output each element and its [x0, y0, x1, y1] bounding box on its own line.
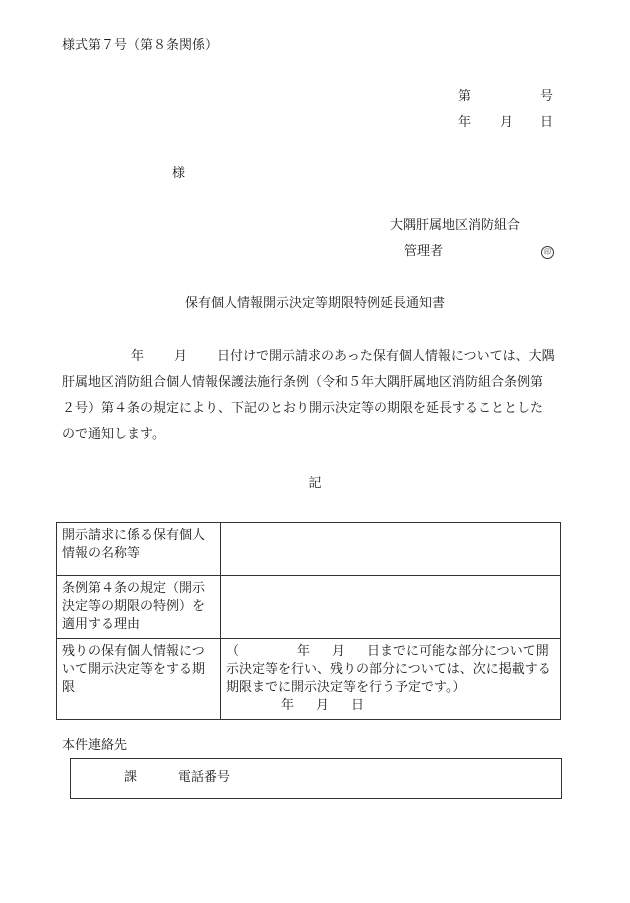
row-value-deadline — [221, 639, 561, 720]
table-row — [57, 523, 561, 576]
row-value-info-name — [221, 523, 561, 576]
row-label-info-name: 開示請求に係る保有個人情報の名称等 — [57, 523, 221, 576]
addressee-suffix: 様 — [172, 166, 186, 181]
deadline-date: 年 月 日 — [281, 698, 365, 713]
sender-organization: 大隅肝属地区消防組合 — [390, 218, 521, 233]
body-year: 年 — [131, 349, 145, 364]
date-year: 年 — [458, 115, 472, 130]
table-row — [57, 576, 561, 639]
contact-phone: 電話番号 — [178, 770, 231, 785]
body-month: 月 — [174, 349, 188, 364]
document-number-prefix: 第 — [458, 89, 472, 104]
row-label-reason: 条例第４条の規定（開示決定等の期限の特例）を適用する理由 — [57, 576, 221, 639]
contact-section: 課 — [124, 770, 138, 785]
notice-line-1 — [62, 344, 562, 370]
document-number-suffix: 号 — [540, 89, 554, 104]
notice-line-2: 肝属地区消防組合個人情報保護法施行条例（令和５年大隅肝属地区消防組合条例第 — [62, 375, 544, 390]
date-month: 月 — [500, 115, 514, 130]
sender-title: 管理者 — [404, 244, 444, 259]
notice-line-4: ので通知します。 — [62, 427, 165, 442]
body-line1-text: 日付けで開示請求のあった保有個人情報については、大隅 — [217, 349, 555, 364]
document-title: 保有個人情報開示決定等期限特例延長通知書 — [184, 296, 445, 311]
request-details-table — [56, 522, 561, 720]
ki-heading: 記 — [308, 476, 322, 491]
row-value-reason — [221, 576, 561, 639]
notice-body — [62, 344, 562, 448]
contact-label: 本件連絡先 — [62, 738, 128, 753]
date-day: 日 — [540, 115, 554, 130]
notice-line-3: ２号）第４条の規定により、下記のとおり開示決定等の期限を延長することとした — [62, 401, 544, 416]
seal-mark: 印 — [541, 246, 554, 259]
deadline-note: （ 年 月 日までに可能な部分について開示決定等を行い、残りの部分については、次に掲載する期限までに開示決定等を行う予定です。） — [226, 644, 551, 695]
table-row — [57, 639, 561, 720]
row-label-deadline: 残りの保有個人情報について開示決定等をする期限 — [57, 639, 221, 720]
form-number: 様式第７号（第８条関係） — [62, 38, 219, 53]
contact-box — [70, 758, 562, 799]
